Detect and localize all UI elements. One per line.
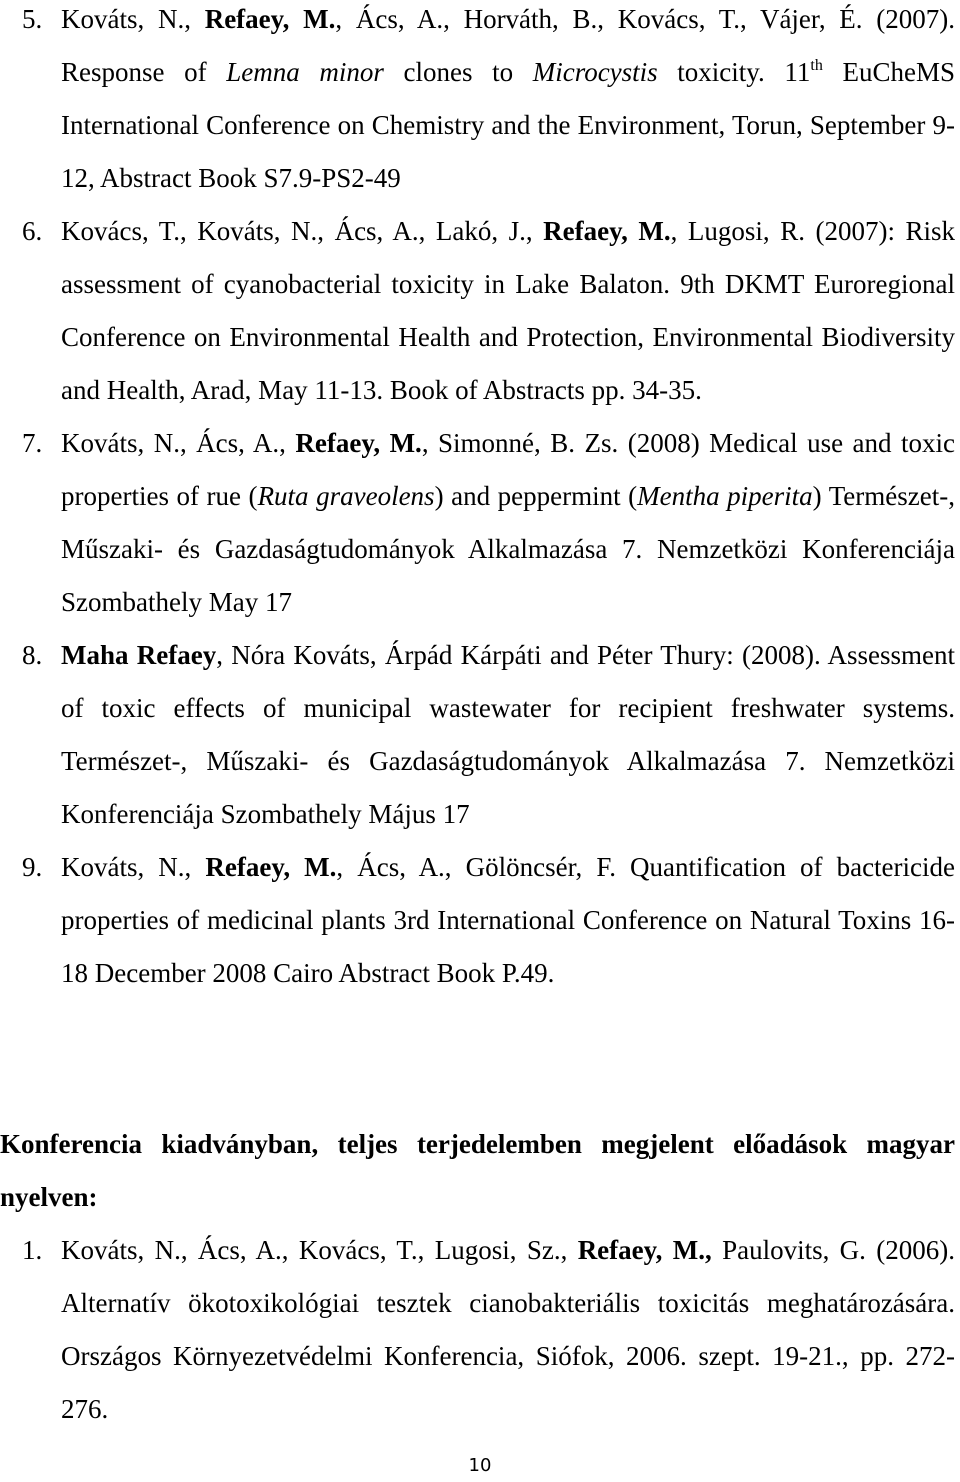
reference-text: , Simonné, B. Zs. (2008) Medical use and toxic properties of rue ( — [61, 428, 955, 511]
reference-authors: Kováts, N., — [61, 4, 205, 34]
reference-text: , Nóra Kováts, Árpád Kárpáti and Péter Thury: (2008). Assessment of toxic effects of municipal wastewater for recipient freshwater systems. Természet-, Műszaki- és Gazdaságtudományok Alkalmazása 7. Nemzetközi Konferenciája Szombathely Május 17 — [61, 640, 955, 829]
reference-text: EuCheMS International Conference on Chemistry and the Environment, Torun, September 9-12, Abstract Book S7.9-PS2-49 — [61, 57, 956, 193]
reference-number: 9. — [22, 852, 43, 882]
reference-authors: Kováts, N., — [61, 852, 206, 882]
species-name: Lemna minor — [226, 57, 384, 87]
reference-number: 7. — [22, 428, 43, 458]
reference-authors: Kováts, N., Ács, A., Kovács, T., Lugosi, Sz., — [61, 1235, 578, 1265]
reference-number: 8. — [22, 640, 43, 670]
highlighted-author: Refaey, M., — [577, 1235, 712, 1265]
species-name: Mentha piperita — [637, 481, 813, 511]
reference-item-9 — [0, 841, 960, 1000]
reference-text: , Ács, A., Gölöncsér, F. Quantification of bactericide properties of medicinal plants 3rd International Conference on Natural Toxins 16-18 December 2008 Cairo Abstract Book P.49. — [61, 852, 956, 988]
reference-text: Paulovits, G. (2006). Alternatív ökotoxikológiai tesztek cianobakteriális toxicitás meghatározására. Országos Környezetvédelmi Konferencia, Siófok, 2006. szept. 19-21., pp. 272-276. — [61, 1235, 955, 1424]
highlighted-author: Maha Refaey — [61, 640, 217, 670]
reference-text: , Ács, A., Horváth, B., Kovács, T., Vájer, É. (2007). Response of — [61, 4, 956, 87]
highlighted-author: Refaey, M. — [543, 216, 671, 246]
reference-authors: Kovács, T., Kováts, N., Ács, A., Lakó, J., — [61, 216, 544, 246]
ordinal-superscript: th — [810, 57, 823, 74]
reference-item-7 — [0, 417, 960, 629]
reference-text: clones to — [383, 57, 533, 87]
reference-item-1 — [0, 1224, 960, 1436]
highlighted-author: Refaey, M. — [205, 852, 337, 882]
reference-text: , Lugosi, R. (2007): Risk assessment of cyanobacterial toxicity in Lake Balaton. 9th DKMT Euroregional Conference on Environmental Health and Protection, Environmental Biodiversity and Health, Arad, May 11-13. Book of Abstracts pp. 34-35. — [61, 216, 956, 405]
highlighted-author: Refaey, M. — [295, 428, 422, 458]
page-number: 10 — [468, 1455, 492, 1476]
reference-number: 6. — [22, 216, 43, 246]
reference-text: toxicity. 11 — [657, 57, 811, 87]
reference-number: 1. — [22, 1235, 43, 1265]
highlighted-author: Refaey, M. — [204, 4, 336, 34]
reference-text: ) and peppermint ( — [434, 481, 638, 511]
reference-item-5 — [0, 0, 960, 205]
species-name: Ruta graveolens — [257, 481, 435, 511]
reference-text: ) Természet-, Műszaki- és Gazdaságtudományok Alkalmazása 7. Nemzetközi Konferenciája Szombathely May 17 — [61, 481, 955, 617]
reference-authors: Kováts, N., Ács, A., — [61, 428, 296, 458]
section-heading: Konferencia kiadványban, teljes terjedelemben megjelent előadások magyar nyelven: — [0, 1129, 955, 1212]
reference-item-6 — [0, 205, 960, 417]
reference-list-hungarian — [0, 1224, 960, 1436]
reference-number: 5. — [22, 4, 43, 34]
reference-item-8 — [0, 629, 960, 841]
species-name: Microcystis — [532, 57, 658, 87]
